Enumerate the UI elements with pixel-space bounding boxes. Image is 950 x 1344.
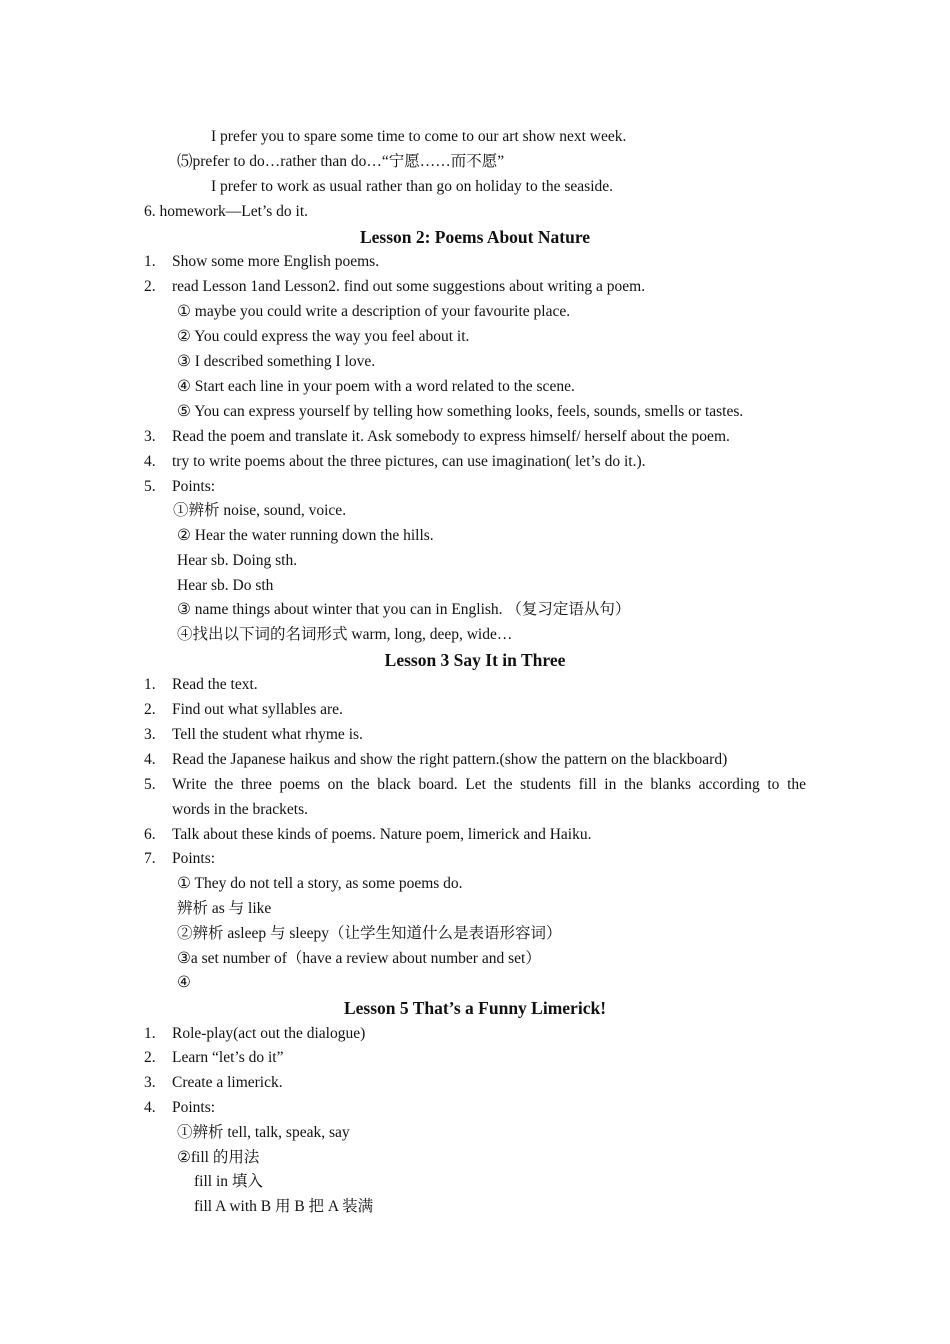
lesson2-item-number: 1.	[144, 253, 156, 270]
lesson2-item-text: Points:	[172, 478, 216, 495]
lesson3-item-text: Points:	[172, 850, 216, 867]
lesson2-item-text: try to write poems about the three pictures, can use imagination( let’s do it.).	[172, 453, 646, 470]
lesson2-suggestion: ② You could express the way you feel about it.	[177, 328, 470, 345]
lesson5-point: fill in 填入	[194, 1173, 263, 1190]
lesson3-item-text: Read the Japanese haikus and show the right pattern.(show the pattern on the blackboard)	[172, 751, 728, 768]
lesson2-suggestion: ① maybe you could write a description of your favourite place.	[177, 303, 571, 320]
homework-line: 6. homework—Let’s do it.	[144, 203, 309, 220]
lesson2-item-text: Read the poem and translate it. Ask somebody to express himself/ herself about the poem.	[172, 428, 730, 445]
lesson5-item-number: 3.	[144, 1074, 156, 1091]
lesson2-item-text: Show some more English poems.	[172, 253, 380, 270]
lesson2-item-number: 5.	[144, 478, 156, 495]
intro-prefer-rule: ⑸prefer to do…rather than do…“宁愿……而不愿”	[177, 153, 505, 170]
lesson2-item-number: 2.	[144, 278, 156, 295]
lesson2-point: Hear sb. Do sth	[177, 577, 274, 594]
lesson2-point: ③ name things about winter that you can in English. （复习定语从句）	[177, 601, 631, 618]
lesson5-item-text: Points:	[172, 1099, 216, 1116]
lesson3-point: ④	[177, 974, 191, 991]
lesson3-item-text: Find out what syllables are.	[172, 701, 343, 718]
lesson3-item-text: Read the text.	[172, 676, 258, 693]
lesson2-point: ④找出以下词的名词形式 warm, long, deep, wide…	[177, 626, 513, 643]
lesson3-item-number: 5.	[144, 776, 156, 793]
lesson5-title: Lesson 5 That’s a Funny Limerick!	[343, 998, 607, 1018]
lesson2-title: Lesson 2: Poems About Nature	[359, 227, 591, 247]
lesson3-item-text: Tell the student what rhyme is.	[172, 726, 363, 743]
lesson5-item-text: Create a limerick.	[172, 1074, 283, 1091]
lesson3-item-text: Write the three poems on the black board. Let the students fill in the blanks according to the	[172, 776, 806, 793]
lesson2-suggestion: ④ Start each line in your poem with a word related to the scene.	[177, 378, 575, 395]
lesson3-point: ① They do not tell a story, as some poems do.	[177, 875, 463, 892]
lesson3-item-number: 7.	[144, 850, 156, 867]
lesson3-item-number: 6.	[144, 826, 156, 843]
lesson3-item-number: 4.	[144, 751, 156, 768]
lesson5-point: ②fill 的用法	[177, 1149, 260, 1166]
lesson2-point: ② Hear the water running down the hills.	[177, 527, 434, 544]
lesson5-point: ①辨析 tell, talk, speak, say	[177, 1124, 350, 1141]
lesson3-point: ③a set number of（have a review about number and set）	[177, 950, 541, 967]
lesson2-suggestion: ⑤ You can express yourself by telling how something looks, feels, sounds, smells or tastes.	[177, 403, 744, 420]
intro-example-1: I prefer you to spare some time to come to our art show next week.	[211, 128, 627, 145]
lesson3-item-number: 2.	[144, 701, 156, 718]
lesson3-item-number: 3.	[144, 726, 156, 743]
lesson2-item-number: 3.	[144, 428, 156, 445]
lesson3-item-text-continued: words in the brackets.	[172, 801, 309, 818]
lesson2-item-text: read Lesson 1and Lesson2. find out some suggestions about writing a poem.	[172, 278, 646, 295]
lesson2-suggestion: ③ I described something I love.	[177, 353, 376, 370]
lesson2-item-number: 4.	[144, 453, 156, 470]
lesson5-item-text: Learn “let’s do it”	[172, 1049, 284, 1066]
lesson2-point: ①辨析 noise, sound, voice.	[173, 502, 347, 519]
lesson3-title: Lesson 3 Say It in Three	[384, 650, 566, 670]
lesson5-item-text: Role-play(act out the dialogue)	[172, 1025, 366, 1042]
lesson5-point: fill A with B 用 B 把 A 装满	[194, 1198, 374, 1215]
lesson3-item-text: Talk about these kinds of poems. Nature poem, limerick and Haiku.	[172, 826, 592, 843]
lesson3-point: 辨析 as 与 like	[177, 900, 272, 917]
lesson3-point: ②辨析 asleep 与 sleepy（让学生知道什么是表语形容词）	[177, 925, 562, 942]
lesson2-point: Hear sb. Doing sth.	[177, 552, 298, 569]
intro-example-2: I prefer to work as usual rather than go on holiday to the seaside.	[211, 178, 614, 195]
lesson5-item-number: 1.	[144, 1025, 156, 1042]
lesson3-item-number: 1.	[144, 676, 156, 693]
lesson5-item-number: 4.	[144, 1099, 156, 1116]
lesson5-item-number: 2.	[144, 1049, 156, 1066]
